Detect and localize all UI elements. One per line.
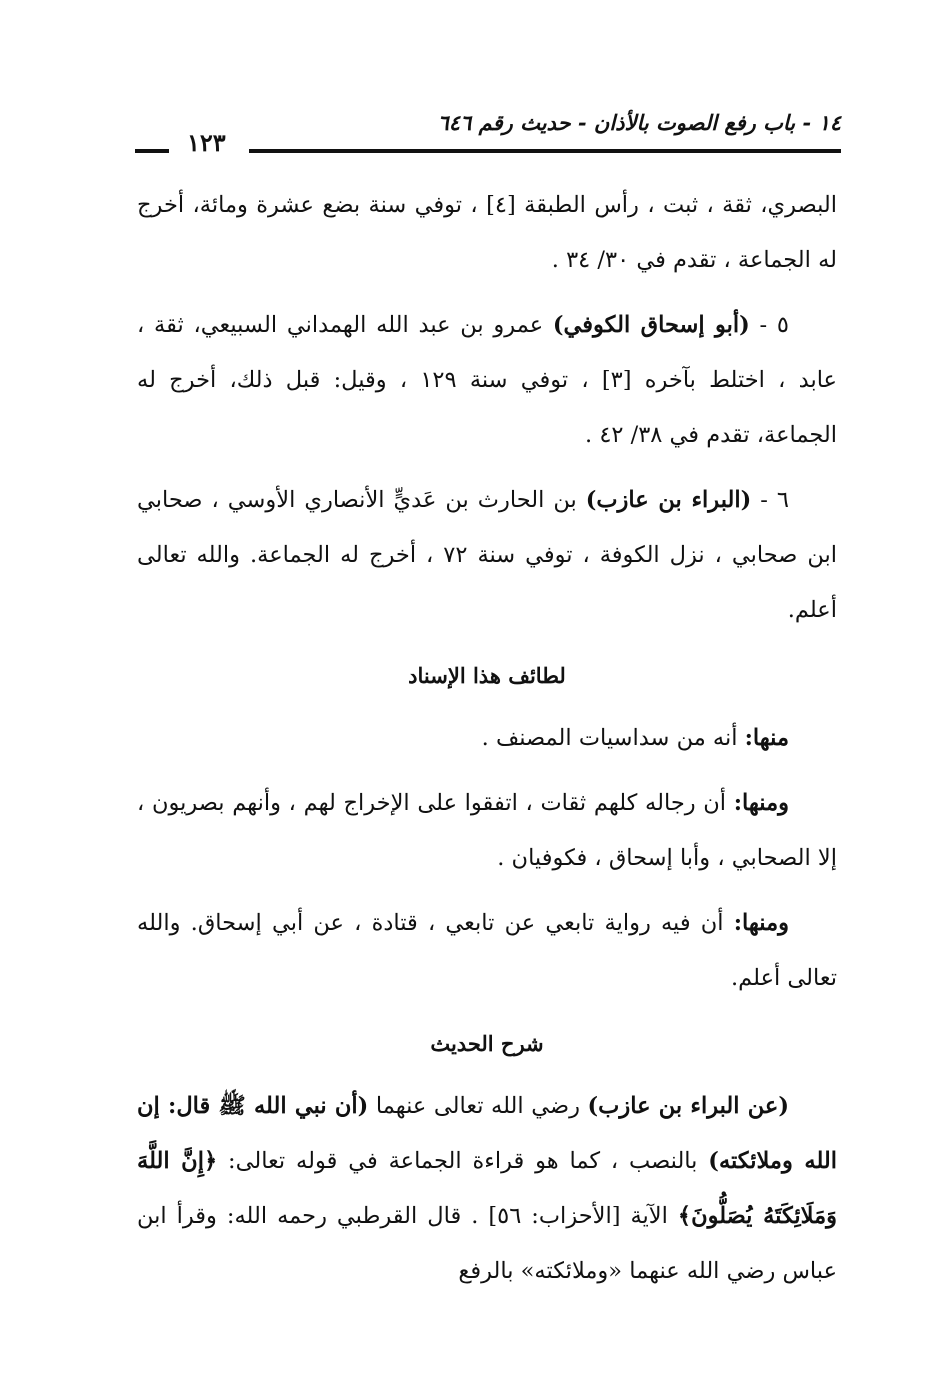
header-rule: [249, 149, 841, 153]
page-body: [137, 178, 837, 1309]
page-number: ١٢٣: [187, 128, 226, 157]
running-header: [135, 102, 841, 158]
hadith-quote: (عن البراء بن عازب): [587, 1093, 789, 1119]
paragraph: [137, 178, 837, 288]
hadith-quote: (أن نبي الله ﷺ قال: إن الله وملائكته): [137, 1093, 837, 1174]
narrator-entry: [137, 298, 837, 463]
header-rule-short: [135, 149, 169, 153]
entry-number: ٥ -: [749, 312, 790, 338]
paragraph-text: الآية [الأحزاب: ٥٦] . قال القرطبي رحمه الله: وقرأ ابن عباس رضي الله عنهما «وملائكته» بالرفع: [137, 1203, 837, 1284]
section-heading: شرح الحديث: [430, 1031, 544, 1056]
entry-text: بن الحارث بن عَديٍّ الأنصاري الأوسي ، صحابي ابن صحابي ، نزل الكوفة ، توفي سنة ٧٢ ، أخرج له الجماعة. والله تعالى أعلم.: [137, 487, 837, 623]
entry-text: عمرو بن عبد الله الهمداني السبيعي، ثقة ، عابد ، اختلط بآخره [٣] ، توفي سنة ١٢٩ ، وقيل: قبل ذلك، أخرج له الجماعة، تقدم في ٣٨/ ٤٢ .: [137, 312, 837, 448]
section-heading: لطائف هذا الإسناد: [408, 663, 566, 688]
lead-word: منها:: [744, 725, 789, 751]
narrator-entry: [137, 473, 837, 638]
paragraph-text: رضي الله تعالى عنهما: [368, 1093, 588, 1119]
paragraph: [137, 776, 837, 886]
lead-word: ومنها:: [733, 790, 789, 816]
chapter-title: ١٤ - باب رفع الصوت بالأذان - حديث رقم ٦٤٦: [437, 110, 841, 135]
paragraph: [137, 711, 837, 766]
paragraph-text: أنه من سداسيات المصنف .: [481, 725, 745, 751]
paragraph-text: أن فيه رواية تابعي عن تابعي ، قتادة ، عن أبي إسحاق. والله تعالى أعلم.: [137, 910, 837, 991]
paragraph: [137, 1079, 837, 1299]
lead-word: ومنها:: [733, 910, 789, 936]
narrator-name: (أبو إسحاق الكوفي): [552, 312, 750, 338]
quran-verse: ﴿إِنَّ اللَّهَ وَمَلَائِكَتَهُ يُصَلُّونَ﴾: [137, 1148, 837, 1229]
paragraph-text: البصري، ثقة ، ثبت ، رأس الطبقة [٤] ، توفي سنة بضع عشرة ومائة، أخرج له الجماعة ، تقدم في ٣٠/ ٣٤ .: [137, 192, 837, 273]
paragraph: [137, 896, 837, 1006]
paragraph-text: أن رجاله كلهم ثقات ، اتفقوا على الإخراج لهم ، وأنهم بصريون ، إلا الصحابي ، وأبا إسحاق ، فكوفيان .: [137, 790, 837, 871]
entry-number: ٦ -: [751, 487, 789, 513]
paragraph-text: بالنصب ، كما هو قراءة الجماعة في قوله تعالى:: [217, 1148, 709, 1174]
narrator-name: (البراء بن عازب): [585, 487, 752, 513]
